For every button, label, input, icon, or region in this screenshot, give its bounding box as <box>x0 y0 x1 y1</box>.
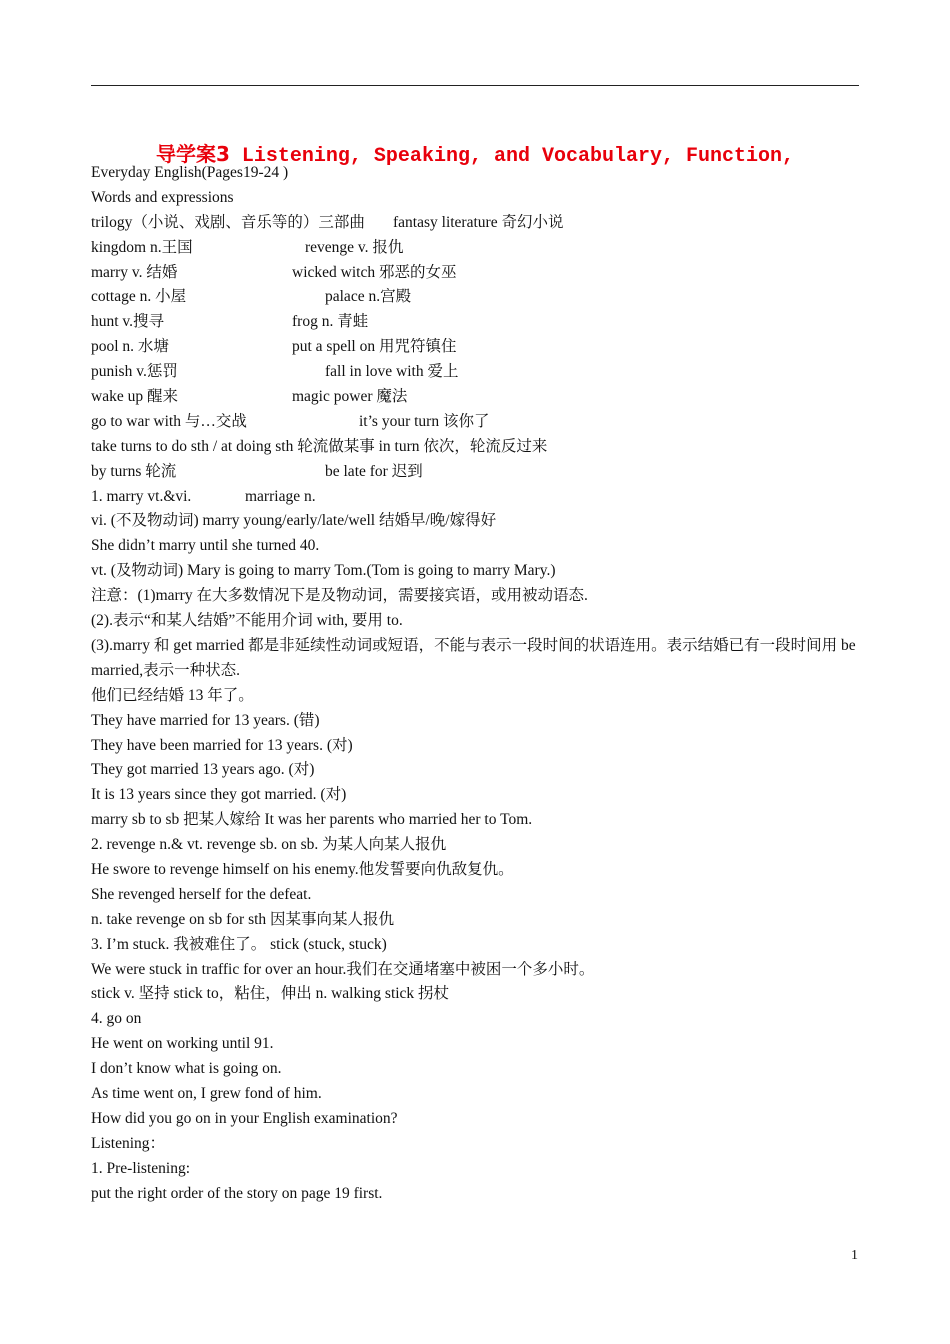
text-line <box>91 360 863 385</box>
line-text: 1. Pre-listening: <box>91 1159 191 1177</box>
line-text: n. take revenge on sb for sth 因某事向某人报仇 <box>91 910 395 928</box>
text-line <box>91 385 863 410</box>
line-text: 4. go on <box>91 1010 142 1028</box>
line-text: vi. (不及物动词) marry young/early/late/well 结婚早/晚/嫁得好 <box>91 512 497 530</box>
text-line <box>91 858 863 883</box>
line-text: marry sb to sb 把某人嫁给 It was her parents who married her to Tom. <box>91 811 533 829</box>
line-text-second-column: fantasy literature 奇幻小说 <box>393 213 564 231</box>
line-text: punish v.惩罚 <box>91 363 178 381</box>
line-text-second-column: it’s your turn 该你了 <box>359 412 490 430</box>
text-line <box>91 1032 863 1057</box>
line-text: 他们已经结婚 13 年了。 <box>91 686 254 704</box>
text-line <box>91 485 863 510</box>
line-text-second-column: fall in love with 爱上 <box>325 363 459 381</box>
text-line <box>91 833 863 858</box>
title-prefix: 导学案3 <box>155 142 230 166</box>
text-line <box>91 883 863 908</box>
line-text: They got married 13 years ago. (对) <box>91 761 315 779</box>
text-line <box>91 958 863 983</box>
line-text: Words and expressions <box>91 188 234 206</box>
line-text: vt. (及物动词) Mary is going to marry Tom.(Tom is going to marry Mary.) <box>91 562 556 580</box>
line-text: go to war with 与…交战 <box>91 412 247 430</box>
text-line <box>91 1132 863 1157</box>
line-text: It is 13 years since they got married. (对) <box>91 786 347 804</box>
line-text: take turns to do sth / at doing sth 轮流做某事 in turn 依次，轮流反过来 <box>91 437 548 455</box>
text-line <box>91 734 863 759</box>
line-text: She revenged herself for the defeat. <box>91 885 312 903</box>
text-line <box>91 584 863 609</box>
line-text: cottage n. 小屋 <box>91 288 187 306</box>
line-text: put the right order of the story on page 19 first. <box>91 1184 383 1202</box>
text-line <box>91 186 863 211</box>
text-line <box>91 261 863 286</box>
page-number: 1 <box>851 1248 858 1263</box>
line-text: As time went on, I grew fond of him. <box>91 1084 322 1102</box>
text-line <box>91 410 863 435</box>
line-text: 3. I’m stuck. 我被难住了。 stick (stuck, stuck) <box>91 935 387 953</box>
line-text: Listening： <box>91 1134 166 1152</box>
text-line <box>91 908 863 933</box>
text-line <box>91 460 863 485</box>
text-line <box>91 684 863 709</box>
text-line <box>91 161 863 186</box>
text-line <box>91 783 863 808</box>
text-line <box>91 933 863 958</box>
line-text: pool n. 水塘 <box>91 338 169 356</box>
text-line <box>91 758 863 783</box>
line-text-second-column: magic power 魔法 <box>292 388 408 406</box>
line-text-second-column: frog n. 青蛙 <box>292 313 369 331</box>
line-text: stick v. 坚持 stick to，粘住，伸出 n. walking stick 拐杖 <box>91 985 450 1003</box>
line-text: trilogy（小说、戏剧、音乐等的）三部曲 <box>91 213 365 231</box>
text-line <box>91 808 863 833</box>
text-line <box>91 559 863 584</box>
line-text: 2. revenge n.& vt. revenge sb. on sb. 为某人向某人报仇 <box>91 836 447 854</box>
line-text: kingdom n.王国 <box>91 238 193 256</box>
text-line <box>91 236 863 261</box>
header-rule <box>91 85 859 86</box>
text-line <box>91 1157 863 1182</box>
text-line <box>91 310 863 335</box>
line-text: marry v. 结婚 <box>91 263 178 281</box>
line-text: They have married for 13 years. (错) <box>91 711 320 729</box>
line-text: Everyday English(Pages19-24 ) <box>91 164 289 181</box>
line-text-second-column: revenge v. 报仇 <box>305 238 404 256</box>
line-text: 注意：(1)marry 在大多数情况下是及物动词，需要接宾语，或用被动语态. <box>91 587 588 605</box>
text-line <box>91 1107 863 1132</box>
text-line <box>91 982 863 1007</box>
text-line <box>91 509 863 534</box>
text-line <box>91 211 863 236</box>
text-line <box>91 1057 863 1082</box>
text-line <box>91 285 863 310</box>
text-line <box>91 1182 863 1207</box>
line-text: 1. marry vt.&vi. <box>91 487 192 505</box>
line-text-second-column: be late for 迟到 <box>325 462 423 480</box>
line-text: wake up 醒来 <box>91 388 178 406</box>
line-text: (2).表示“和某人结婚”不能用介词 with, 要用 to. <box>91 612 403 630</box>
line-text: How did you go on in your English examination? <box>91 1109 398 1127</box>
line-text: hunt v.搜寻 <box>91 313 165 331</box>
text-line <box>91 1007 863 1032</box>
line-text: He went on working until 91. <box>91 1035 274 1053</box>
line-text-second-column: put a spell on 用咒符镇住 <box>292 338 457 356</box>
text-line <box>91 534 863 559</box>
text-line: (3).marry 和 get married 都是非延续性动词或短语，不能与表示一段时间的状语连用。表示结婚已有一段时间用 be married,表示一种状态. <box>91 636 856 679</box>
line-text-second-column: palace n.宫殿 <box>325 288 412 306</box>
line-text: by turns 轮流 <box>91 462 177 480</box>
document-body <box>91 161 863 1206</box>
line-text: She didn’t marry until she turned 40. <box>91 537 320 555</box>
title-rest: Listening, Speaking, and Vocabulary, Function, <box>229 145 794 168</box>
line-text: He swore to revenge himself on his enemy.他发誓要向仇敌复仇。 <box>91 860 514 878</box>
line-text: We were stuck in traffic for over an hour.我们在交通堵塞中被困一个多小时。 <box>91 960 595 978</box>
text-line <box>91 609 863 634</box>
text-line <box>91 335 863 360</box>
text-line <box>91 1082 863 1107</box>
line-text: They have been married for 13 years. (对) <box>91 736 353 754</box>
line-text: I don’t know what is going on. <box>91 1060 282 1078</box>
text-line <box>91 435 863 460</box>
text-line <box>91 709 863 734</box>
line-text-second-column: marriage n. <box>245 487 316 505</box>
line-text-second-column: wicked witch 邪恶的女巫 <box>292 263 457 281</box>
